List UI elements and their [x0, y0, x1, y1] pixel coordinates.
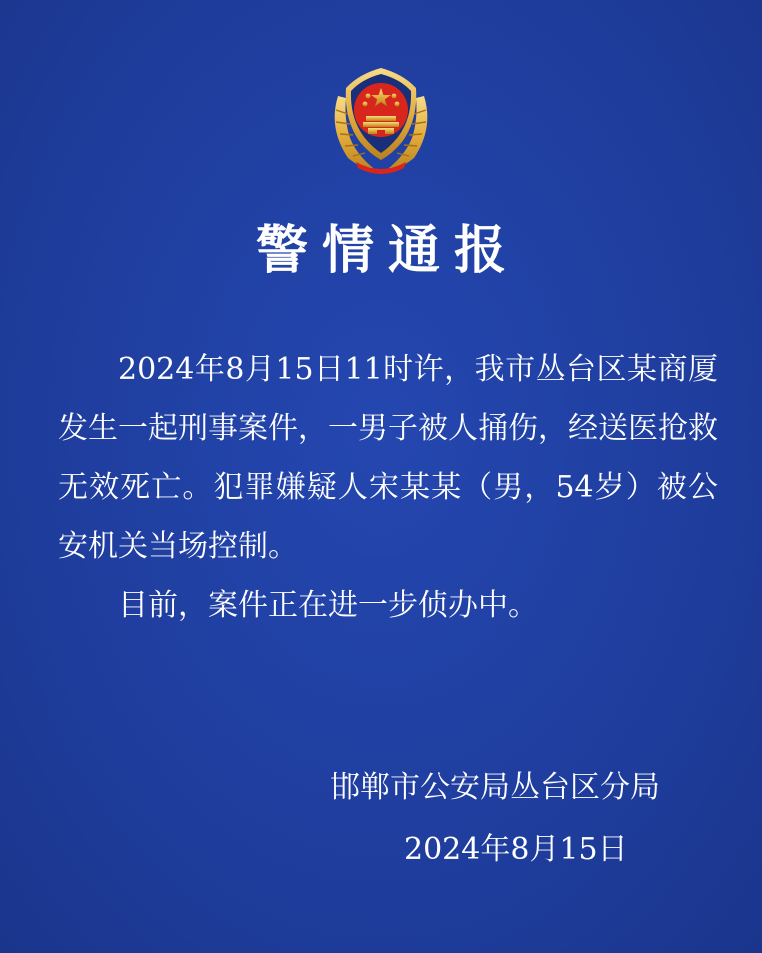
issue-date: 2024年8月15日	[404, 832, 628, 867]
notice-body	[58, 340, 718, 635]
notice-paragraph: 目前，案件正在进一步侦办中。	[118, 588, 538, 623]
issuer-name: 邯郸市公安局丛台区分局	[330, 770, 660, 805]
notice-paragraph: 2024年8月15日11时许，我市丛台区某商厦发生一起刑事案件，一男子被人捅伤，经送医抢救无效死亡。犯罪嫌疑人宋某某（男，54岁）被公安机关当场控制。	[58, 352, 718, 564]
notice-title: 警情通报	[255, 221, 520, 281]
police-emblem-icon	[318, 58, 444, 184]
